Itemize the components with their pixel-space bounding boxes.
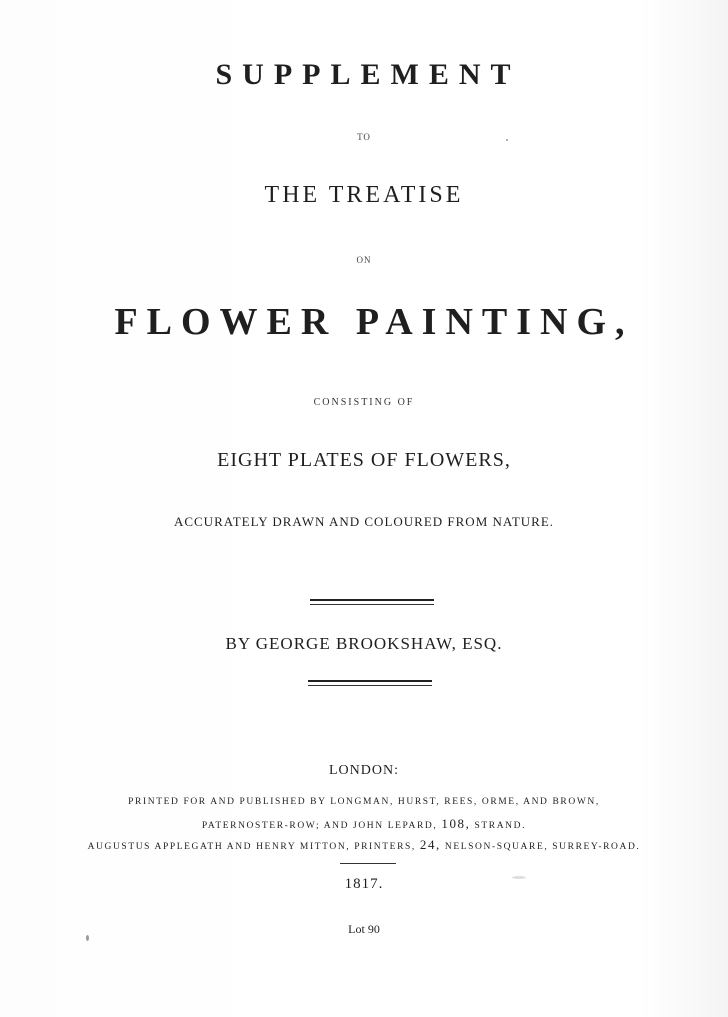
imprint-printers [0, 837, 728, 853]
lot-number: Lot 90 [348, 922, 380, 936]
imprint-address [0, 816, 728, 832]
title-eight-plates: EIGHT PLATES OF FLOWERS, [217, 449, 511, 471]
imprint-address-number: 108, [441, 816, 471, 831]
imprint-publishers: PRINTED FOR AND PUBLISHED BY LONGMAN, HURST, REES, ORME, AND BROWN, [128, 797, 600, 807]
title-supplement: SUPPLEMENT [215, 58, 521, 91]
title-flower-painting: FLOWER PAINTING, [114, 301, 634, 343]
imprint-printers-part-b: NELSON-SQUARE, SURREY-ROAD. [444, 842, 641, 852]
imprint-place: LONDON: [329, 763, 399, 778]
double-rule-bottom-lower [308, 685, 432, 686]
year-rule [340, 863, 396, 864]
imprint-address-part-a: PATERNOSTER-ROW; AND JOHN LEPARD, [201, 821, 438, 831]
imprint-printers-part-a: AUGUSTUS APPLEGATH AND HENRY MITTON, PRINTERS, [87, 842, 416, 852]
paper-speck [512, 876, 526, 879]
paper-speck [86, 935, 89, 941]
connector-on: ON [356, 255, 372, 265]
title-treatise: THE TREATISE [264, 182, 464, 208]
double-rule-top-lower [310, 604, 434, 605]
imprint-address-part-b: STRAND. [474, 821, 527, 831]
connector-to: TO [357, 132, 371, 142]
double-rule-bottom-upper [308, 680, 432, 682]
subtitle-drawn-from-nature: ACCURATELY DRAWN AND COLOURED FROM NATURE. [173, 514, 555, 529]
double-rule-top-upper [310, 599, 434, 601]
connector-consisting: CONSISTING OF [313, 397, 415, 408]
paper-speck [506, 139, 508, 141]
publication-year: 1817. [344, 876, 384, 892]
imprint-printers-number: 24, [419, 837, 441, 852]
author-line: BY GEORGE BROOKSHAW, ESQ. [225, 634, 503, 653]
